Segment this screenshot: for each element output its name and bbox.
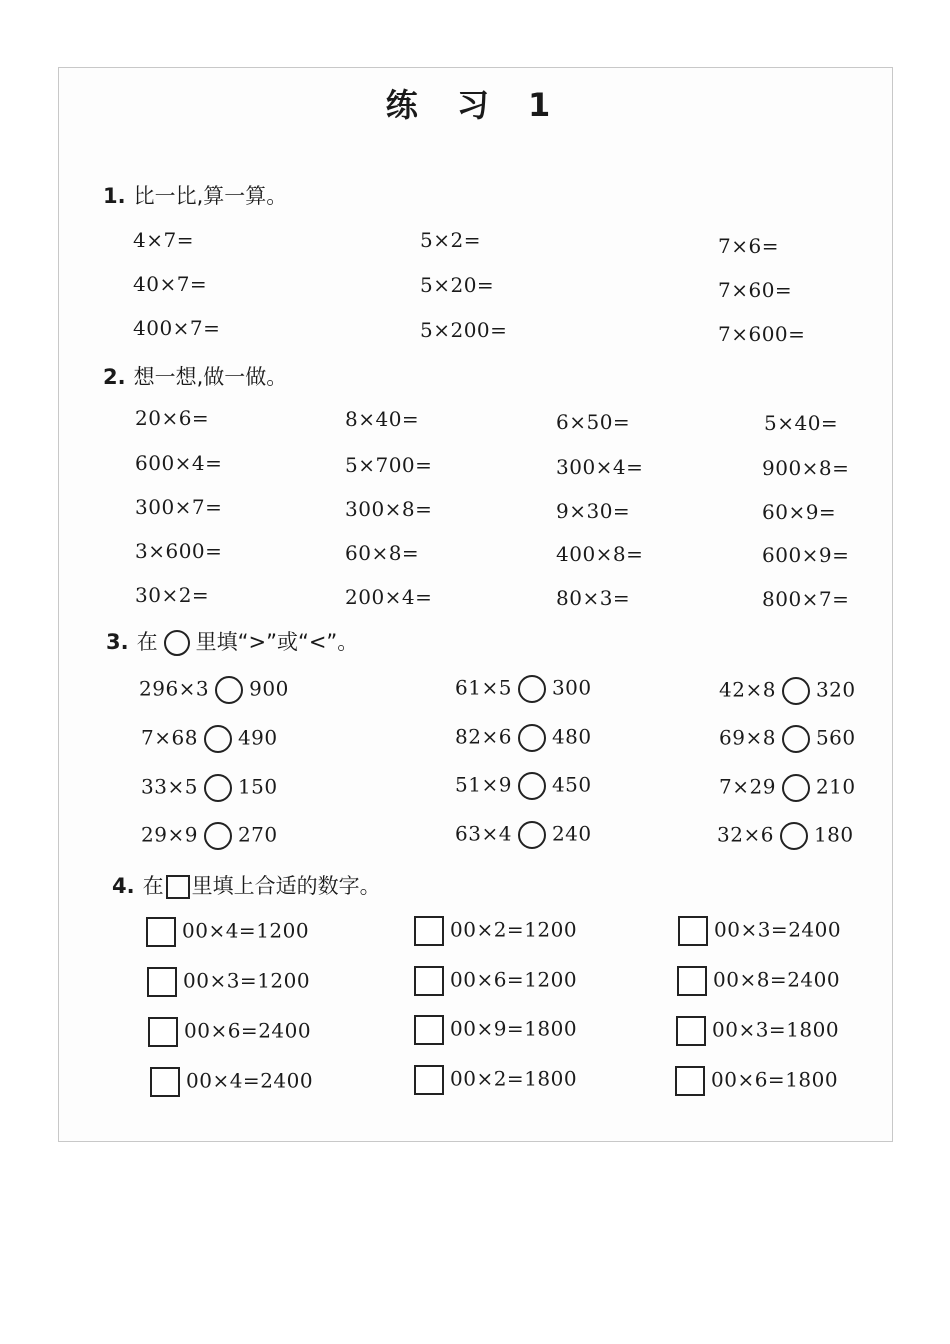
s4-item (414, 1065, 577, 1095)
digit-box[interactable] (146, 917, 176, 947)
s3-right: 300 (551, 675, 592, 700)
s4-expression: 00×3=1200 (183, 968, 311, 993)
s3-item (719, 677, 856, 705)
s2-item: 300×8= (345, 497, 433, 521)
section-3-number: 3. (106, 630, 129, 654)
compare-circle[interactable] (204, 822, 232, 850)
s1-item: 7×60= (718, 278, 793, 302)
s3-left: 296×3 (139, 676, 210, 701)
section-4-heading (112, 870, 381, 900)
s4-expression: 00×9=1800 (450, 1016, 578, 1041)
digit-box[interactable] (150, 1067, 180, 1097)
s2-item: 6×50= (556, 410, 631, 434)
s1-item: 4×7= (133, 228, 194, 252)
s3-right: 270 (237, 822, 278, 847)
s3-right: 480 (551, 724, 592, 749)
s3-item (455, 724, 592, 752)
s3-left: 29×9 (141, 822, 198, 847)
s3-item (719, 725, 856, 753)
s3-left: 33×5 (141, 774, 198, 799)
s3-right: 560 (815, 725, 856, 750)
s2-item: 400×8= (556, 542, 644, 566)
s4-expression: 00×8=2400 (713, 967, 841, 992)
digit-box[interactable] (414, 1015, 444, 1045)
s1-item: 5×2= (420, 228, 481, 252)
s2-item: 900×8= (762, 456, 850, 480)
s3-item (455, 675, 592, 703)
s3-left: 63×4 (455, 821, 512, 846)
s4-item (676, 1016, 839, 1046)
s2-item: 800×7= (762, 587, 850, 611)
compare-circle[interactable] (204, 725, 232, 753)
compare-circle[interactable] (518, 675, 546, 703)
s3-right: 490 (237, 725, 278, 750)
section-3-title-pre: 在 (136, 630, 158, 654)
section-4-title-pre: 在 (142, 874, 164, 898)
section-1-heading (103, 180, 287, 210)
s4-expression: 00×6=1200 (450, 967, 578, 992)
s4-expression: 00×2=1800 (450, 1066, 578, 1091)
s3-left: 7×68 (141, 725, 198, 750)
s2-item: 600×9= (762, 543, 850, 567)
s1-item: 400×7= (133, 316, 221, 340)
section-2-heading (103, 361, 287, 391)
s4-item (147, 967, 310, 997)
s3-left: 82×6 (455, 724, 512, 749)
compare-circle[interactable] (782, 677, 810, 705)
s4-item (677, 966, 840, 996)
compare-circle[interactable] (782, 774, 810, 802)
s3-item (719, 774, 856, 802)
s3-right: 450 (551, 772, 592, 797)
square-blank-icon (166, 875, 190, 899)
s3-right: 150 (237, 774, 278, 799)
s3-item (141, 725, 278, 753)
s2-item: 60×8= (345, 541, 420, 565)
s4-item (150, 1067, 313, 1097)
s3-right: 240 (551, 821, 592, 846)
s3-right: 900 (249, 676, 289, 701)
section-1-number: 1. (103, 184, 126, 208)
s3-left: 7×29 (719, 774, 776, 799)
s2-item: 5×700= (345, 453, 433, 477)
section-3-heading (106, 626, 358, 656)
s2-item: 600×4= (135, 451, 223, 475)
s3-item (141, 822, 278, 850)
compare-circle[interactable] (780, 822, 808, 850)
s4-item (414, 1015, 577, 1045)
digit-box[interactable] (676, 1016, 706, 1046)
circle-blank-icon (164, 630, 190, 656)
s3-left: 32×6 (717, 822, 774, 847)
digit-box[interactable] (677, 966, 707, 996)
digit-box[interactable] (414, 1065, 444, 1095)
s4-item (414, 916, 577, 946)
compare-circle[interactable] (215, 676, 243, 704)
page-title: 练 习 1 (385, 86, 565, 124)
section-4-title-post: 里填上合适的数字。 (191, 874, 381, 898)
digit-box[interactable] (148, 1017, 178, 1047)
s2-item: 30×2= (135, 583, 210, 607)
s3-left: 51×9 (455, 772, 512, 797)
s3-right: 180 (813, 822, 854, 847)
s3-item (717, 822, 854, 850)
s3-left: 42×8 (719, 677, 776, 702)
compare-circle[interactable] (782, 725, 810, 753)
s2-item: 9×30= (556, 499, 631, 523)
s4-item (148, 1017, 311, 1047)
s3-left: 69×8 (719, 725, 776, 750)
s2-item: 8×40= (345, 407, 420, 431)
section-2-number: 2. (103, 365, 126, 389)
s4-expression: 00×3=2400 (714, 917, 842, 942)
s2-item: 3×600= (135, 539, 223, 563)
compare-circle[interactable] (518, 724, 546, 752)
s3-item (141, 774, 278, 802)
digit-box[interactable] (675, 1066, 705, 1096)
s3-item (455, 821, 592, 849)
s4-item (414, 966, 577, 996)
compare-circle[interactable] (204, 774, 232, 802)
s4-expression: 00×2=1200 (450, 917, 578, 942)
s2-item: 80×3= (556, 586, 631, 610)
s4-item (146, 917, 309, 947)
s4-item (675, 1066, 838, 1096)
s3-right: 320 (815, 677, 856, 702)
s2-item: 60×9= (762, 500, 837, 524)
s1-item: 40×7= (133, 272, 208, 296)
s4-expression: 00×4=2400 (186, 1068, 314, 1093)
section-1-title: 比一比,算一算。 (133, 184, 288, 208)
s3-item (455, 772, 592, 800)
s4-expression: 00×3=1800 (712, 1017, 840, 1042)
s1-item: 5×200= (420, 318, 508, 342)
s3-right: 210 (815, 774, 856, 799)
s3-item (139, 676, 289, 704)
section-4-number: 4. (112, 874, 135, 898)
s2-item: 5×40= (764, 411, 839, 435)
compare-circle[interactable] (518, 772, 546, 800)
digit-box[interactable] (414, 966, 444, 996)
s1-item: 5×20= (420, 273, 495, 297)
s2-item: 300×7= (135, 495, 223, 519)
s4-expression: 00×6=2400 (184, 1018, 312, 1043)
section-3-title-post: 里填“>”或“<”。 (195, 630, 359, 654)
s2-item: 20×6= (135, 406, 210, 430)
s1-item: 7×6= (718, 234, 779, 258)
compare-circle[interactable] (518, 821, 546, 849)
section-2-title: 想一想,做一做。 (133, 365, 288, 389)
s2-item: 300×4= (556, 455, 644, 479)
s4-expression: 00×4=1200 (182, 918, 310, 943)
s1-item: 7×600= (718, 322, 806, 346)
digit-box[interactable] (678, 916, 708, 946)
s2-item: 200×4= (345, 585, 433, 609)
s3-left: 61×5 (455, 675, 512, 700)
digit-box[interactable] (414, 916, 444, 946)
s4-expression: 00×6=1800 (711, 1067, 839, 1092)
digit-box[interactable] (147, 967, 177, 997)
s4-item (678, 916, 841, 946)
